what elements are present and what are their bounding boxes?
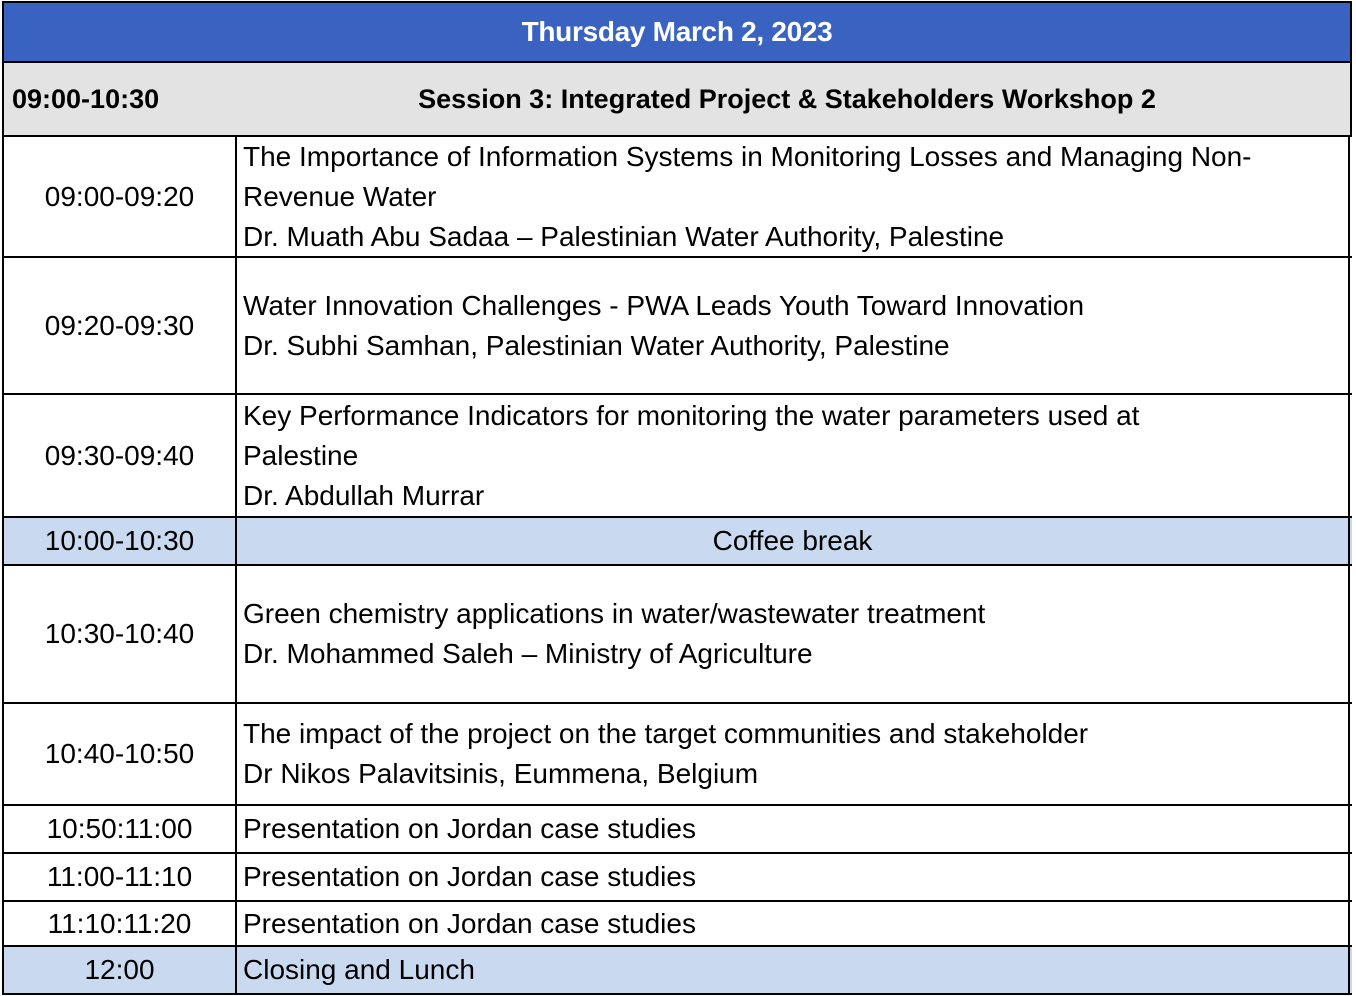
talk-title-line: Key Performance Indicators for monitoring the water parameters used at bbox=[243, 399, 1140, 431]
session-header-row bbox=[4, 63, 1352, 137]
row-time: 12:00 bbox=[4, 947, 237, 993]
talk-title-line: Green chemistry applications in water/wastewater treatment bbox=[243, 598, 986, 629]
row-time: 10:40-10:50 bbox=[4, 704, 237, 804]
row-time: 11:00-11:10 bbox=[4, 854, 237, 900]
row-time: 10:30-10:40 bbox=[4, 566, 237, 702]
row-content bbox=[237, 566, 1350, 702]
speaker-line: Dr Nikos Palavitsinis, Eummena, Belgium bbox=[243, 758, 759, 789]
row-time: 11:10:11:20 bbox=[4, 902, 237, 945]
break-label: Coffee break bbox=[237, 518, 1350, 564]
talk-title-line: Presentation on Jordan case studies bbox=[237, 806, 1350, 852]
row-time: 09:20-09:30 bbox=[4, 258, 237, 393]
session-title: Session 3: Integrated Project & Stakeholders Workshop 2 bbox=[4, 63, 1352, 135]
row-content bbox=[237, 137, 1350, 256]
speaker-line: Dr. Subhi Samhan, Palestinian Water Authority, Palestine bbox=[243, 329, 950, 361]
agenda-row bbox=[4, 854, 1352, 902]
talk-title-line: Presentation on Jordan case studies bbox=[237, 854, 1350, 900]
agenda-row bbox=[4, 704, 1352, 806]
speaker-line: Dr. Mohammed Saleh – Ministry of Agriculture bbox=[243, 638, 813, 669]
agenda-row bbox=[4, 137, 1352, 258]
row-time: 09:30-09:40 bbox=[4, 395, 237, 516]
row-content bbox=[237, 395, 1350, 516]
row-time: 10:00-10:30 bbox=[4, 518, 237, 564]
row-content bbox=[237, 258, 1350, 393]
closing-row bbox=[4, 947, 1352, 995]
day-header-row bbox=[4, 3, 1352, 63]
agenda-row bbox=[4, 902, 1352, 947]
talk-title-line: Presentation on Jordan case studies bbox=[237, 902, 1350, 945]
speaker-line: Dr. Abdullah Murrar bbox=[243, 479, 485, 511]
coffee-break-row bbox=[4, 518, 1352, 566]
talk-title-line: The Importance of Information Systems in Monitoring Losses and Managing Non- bbox=[243, 140, 1252, 172]
talk-title-line: Revenue Water bbox=[243, 180, 437, 212]
row-time: 10:50:11:00 bbox=[4, 806, 237, 852]
agenda-row bbox=[4, 395, 1352, 518]
agenda-row bbox=[4, 806, 1352, 854]
closing-label: Closing and Lunch bbox=[237, 947, 1350, 993]
agenda-row bbox=[4, 258, 1352, 395]
row-content bbox=[237, 704, 1350, 804]
talk-title-line: Palestine bbox=[243, 439, 359, 471]
agenda-table bbox=[2, 1, 1352, 995]
row-time: 09:00-09:20 bbox=[4, 137, 237, 256]
talk-title-line: Water Innovation Challenges - PWA Leads Youth Toward Innovation bbox=[243, 289, 1085, 321]
agenda-row bbox=[4, 566, 1352, 704]
day-title: Thursday March 2, 2023 bbox=[4, 3, 1352, 61]
session-time: 09:00-10:30 bbox=[12, 83, 160, 114]
speaker-line: Dr. Muath Abu Sadaa – Palestinian Water Authority, Palestine bbox=[243, 220, 1005, 252]
talk-title-line: The impact of the project on the target communities and stakeholder bbox=[243, 718, 1089, 749]
